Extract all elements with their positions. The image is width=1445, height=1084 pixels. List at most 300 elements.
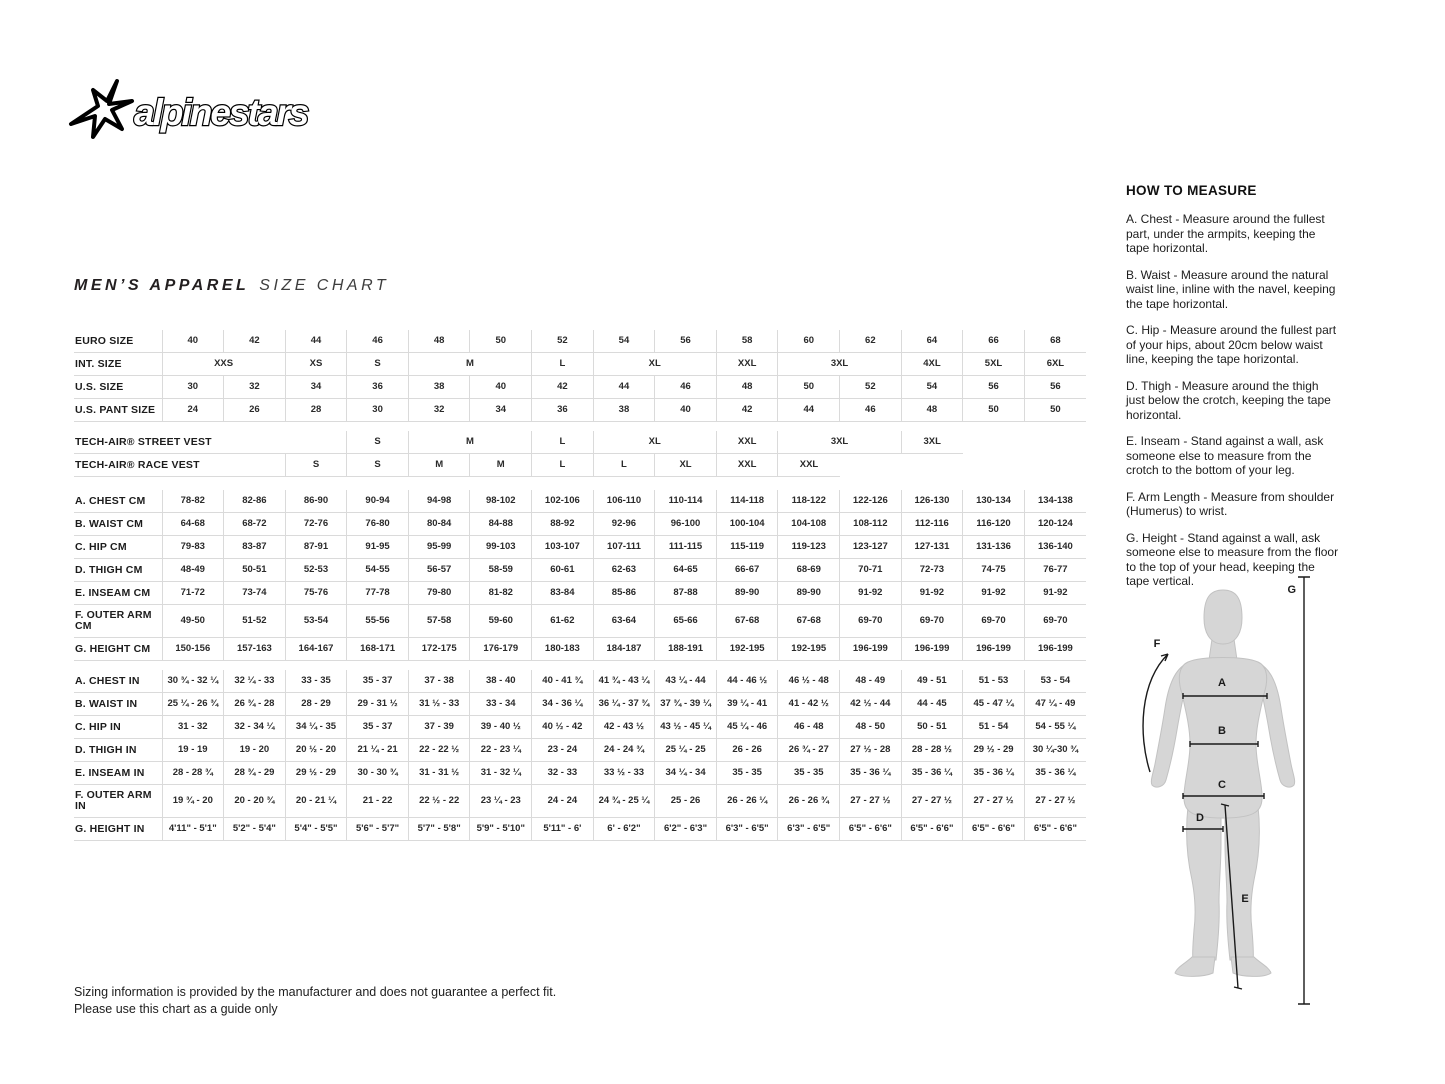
size-cell: 192-195 [716, 638, 778, 661]
size-cell: 20 ½ - 20 [285, 739, 347, 762]
size-cell: 87-88 [655, 582, 717, 605]
label-arm: F [1153, 638, 1161, 650]
table-row [74, 785, 1086, 818]
size-cell: 79-80 [408, 582, 470, 605]
size-table-tech_air [74, 431, 1086, 477]
size-cell: 5XL [963, 353, 1025, 376]
size-cell: XXL [778, 454, 840, 477]
size-cell: 40 - 41 ¾ [532, 670, 594, 693]
size-cell: 58-59 [470, 559, 532, 582]
size-cell: 6'5" - 6'6" [901, 818, 963, 841]
size-cell: 5'6" - 5'7" [347, 818, 409, 841]
size-cell: 6'5" - 6'6" [963, 818, 1025, 841]
label-chest: A [1218, 677, 1226, 689]
size-cell: 5'11" - 6' [532, 818, 594, 841]
size-cell: 83-84 [532, 582, 594, 605]
size-cell: 89-90 [778, 582, 840, 605]
size-cell: 58 [716, 330, 778, 353]
size-cell: XL [655, 454, 717, 477]
size-cell: 134-138 [1024, 490, 1086, 513]
size-cell: 33 - 34 [470, 693, 532, 716]
body-figure [1130, 566, 1445, 1036]
size-cell: 31 - 31 ½ [408, 762, 470, 785]
size-cell: 73-74 [224, 582, 286, 605]
size-cell: 52-53 [285, 559, 347, 582]
size-cell: 42 ½ - 44 [840, 693, 902, 716]
size-cell: 56 [1024, 376, 1086, 399]
page-title [74, 277, 389, 295]
size-cell: 49 - 51 [901, 670, 963, 693]
size-cell: 36 [532, 399, 594, 422]
size-cell: 50 [778, 376, 840, 399]
table-row [74, 330, 1086, 353]
size-cell: 96-100 [655, 513, 717, 536]
size-cell: 118-122 [778, 490, 840, 513]
size-cell: 24 - 24 [532, 785, 594, 818]
size-cell: 64-65 [655, 559, 717, 582]
size-cell: 31 - 32 ¼ [470, 762, 532, 785]
size-cell: 24 [162, 399, 224, 422]
size-cell: 6' - 6'2" [593, 818, 655, 841]
row-label: F. OUTER ARM CM [74, 605, 162, 638]
row-label: B. WAIST CM [74, 513, 162, 536]
row-label: D. THIGH CM [74, 559, 162, 582]
size-cell: 42 [716, 399, 778, 422]
size-cell: 44 - 45 [901, 693, 963, 716]
size-cell: 46 [840, 399, 902, 422]
size-cell: 43 ¼ - 44 [655, 670, 717, 693]
size-cell: 38 - 40 [470, 670, 532, 693]
size-cell: 50 [963, 399, 1025, 422]
size-cell: 37 - 38 [408, 670, 470, 693]
size-cell: 20 - 20 ¾ [224, 785, 286, 818]
size-cell: 86-90 [285, 490, 347, 513]
size-cell: 69-70 [963, 605, 1025, 638]
size-cell: 3XL [778, 431, 901, 454]
size-cell: L [532, 454, 594, 477]
table-row [74, 693, 1086, 716]
size-cell: 41 ¾ - 43 ¼ [593, 670, 655, 693]
table-row [74, 670, 1086, 693]
table-row [74, 582, 1086, 605]
size-cell: 57-58 [408, 605, 470, 638]
row-label: A. CHEST IN [74, 670, 162, 693]
size-cell: 46 [347, 330, 409, 353]
row-label: U.S. PANT SIZE [74, 399, 162, 422]
size-cell: 19 ¾ - 20 [162, 785, 224, 818]
size-cell: 51 - 53 [963, 670, 1025, 693]
row-label: E. INSEAM IN [74, 762, 162, 785]
size-cell: 83-87 [224, 536, 286, 559]
table-row [74, 605, 1086, 638]
size-cell: 123-127 [840, 536, 902, 559]
size-cell: 36 [347, 376, 409, 399]
size-cell: 127-131 [901, 536, 963, 559]
size-cell: M [408, 353, 531, 376]
size-cell: 33 ½ - 33 [593, 762, 655, 785]
row-label: E. INSEAM CM [74, 582, 162, 605]
size-cell: 29 ½ - 29 [285, 762, 347, 785]
size-table-in [74, 670, 1086, 841]
size-cell: 23 - 24 [532, 739, 594, 762]
row-label: B. WAIST IN [74, 693, 162, 716]
alpinestars-logo-text: alpinestars [134, 92, 308, 133]
size-cell: 26 ¾ - 28 [224, 693, 286, 716]
size-cell: 46 [655, 376, 717, 399]
body-figure-graphic [1130, 566, 1445, 1031]
disclaimer [74, 984, 556, 1018]
size-cell: 53 - 54 [1024, 670, 1086, 693]
size-cell: 25 ¼ - 25 [655, 739, 717, 762]
table-row [74, 762, 1086, 785]
size-cell: S [347, 353, 409, 376]
size-cell: 91-92 [963, 582, 1025, 605]
size-cell: 28 [285, 399, 347, 422]
size-cell: XXS [162, 353, 285, 376]
size-cell: 116-120 [963, 513, 1025, 536]
size-cell: 46 - 48 [778, 716, 840, 739]
row-label: C. HIP IN [74, 716, 162, 739]
size-cell: 110-114 [655, 490, 717, 513]
size-cell: 99-103 [470, 536, 532, 559]
measure-instruction: E. Inseam - Stand against a wall, ask someone else to measure from the crotch to the bottom of your leg. [1126, 434, 1324, 477]
size-cell: 31 - 32 [162, 716, 224, 739]
size-cell: 50 [1024, 399, 1086, 422]
size-cell: 70-71 [840, 559, 902, 582]
size-cell: 34 ¼ - 35 [285, 716, 347, 739]
size-cell: 44 [593, 376, 655, 399]
size-cell: 25 ¼ - 26 ¾ [162, 693, 224, 716]
label-height: G [1287, 584, 1296, 596]
size-cell: 52 [532, 330, 594, 353]
size-cell: 176-179 [470, 638, 532, 661]
size-cell: 88-92 [532, 513, 594, 536]
size-cell: 61-62 [532, 605, 594, 638]
measure-instruction: C. Hip - Measure around the fullest part of your hips, about 20cm below waist line, keeping the tape horizontal. [1126, 323, 1337, 366]
row-label: U.S. SIZE [74, 376, 162, 399]
size-cell: 150-156 [162, 638, 224, 661]
row-label: TECH-AIR® RACE VEST [74, 454, 285, 477]
how-to-measure-items [1126, 212, 1340, 589]
size-cell: 112-116 [901, 513, 963, 536]
size-cell: 196-199 [901, 638, 963, 661]
size-cell: 35 - 36 ¼ [1024, 762, 1086, 785]
size-cell: 115-119 [716, 536, 778, 559]
size-cell: 44 [778, 399, 840, 422]
size-cell: 104-108 [778, 513, 840, 536]
size-cell: 78-82 [162, 490, 224, 513]
size-cell: 48 [901, 399, 963, 422]
size-cell: 68-69 [778, 559, 840, 582]
size-cell: 68-72 [224, 513, 286, 536]
how-to-measure-heading: HOW TO MEASURE [1126, 183, 1257, 198]
size-cell: 64 [901, 330, 963, 353]
size-cell: 43 ½ - 45 ¼ [655, 716, 717, 739]
size-cell: 22 - 23 ¼ [470, 739, 532, 762]
size-cell: 29 - 31 ½ [347, 693, 409, 716]
size-cell: 26 ¾ - 27 [778, 739, 840, 762]
size-cell: 5'7" - 5'8" [408, 818, 470, 841]
alpinestars-logo-graphic [68, 78, 328, 148]
size-cell: 69-70 [840, 605, 902, 638]
size-cell: 5'2" - 5'4" [224, 818, 286, 841]
table-row [74, 559, 1086, 582]
size-cell: 26 - 26 ¼ [716, 785, 778, 818]
size-cell: 52 [840, 376, 902, 399]
size-cell: 81-82 [470, 582, 532, 605]
size-cell: 48 - 50 [840, 716, 902, 739]
size-cell: 136-140 [1024, 536, 1086, 559]
size-cell: XS [285, 353, 347, 376]
size-cell: 87-91 [285, 536, 347, 559]
size-cell: 32 [408, 399, 470, 422]
size-cell: 56 [655, 330, 717, 353]
size-cell: 188-191 [655, 638, 717, 661]
size-cell: 28 - 28 ½ [901, 739, 963, 762]
size-cell: 64-68 [162, 513, 224, 536]
size-cell: 168-171 [347, 638, 409, 661]
size-cell: 67-68 [778, 605, 840, 638]
size-cell: 53-54 [285, 605, 347, 638]
size-cell: 77-78 [347, 582, 409, 605]
size-cell: 68 [1024, 330, 1086, 353]
size-cell: 34 - 36 ¼ [532, 693, 594, 716]
size-cell: 34 ¼ - 34 [655, 762, 717, 785]
size-cell: 51-52 [224, 605, 286, 638]
table-row [74, 454, 1086, 477]
label-inseam: E [1241, 893, 1249, 905]
size-cell: L [532, 353, 594, 376]
size-cell: 32 - 33 [532, 762, 594, 785]
table-row [74, 376, 1086, 399]
measure-instruction: G. Height - Stand against a wall, ask someone else to measure from the floor to the top of your head, keeping the tape vertical. [1126, 530, 1339, 588]
size-cell: 120-124 [1024, 513, 1086, 536]
size-cell: 98-102 [470, 490, 532, 513]
size-cell: 22 - 22 ½ [408, 739, 470, 762]
size-cell: 27 - 27 ½ [1024, 785, 1086, 818]
size-cell: 50 - 51 [901, 716, 963, 739]
size-cell: 72-73 [901, 559, 963, 582]
size-cell: 27 - 27 ½ [840, 785, 902, 818]
row-label: G. HEIGHT CM [74, 638, 162, 661]
size-cell: 66-67 [716, 559, 778, 582]
size-cell: 42 [224, 330, 286, 353]
size-cell: 6'3" - 6'5" [716, 818, 778, 841]
row-label: G. HEIGHT IN [74, 818, 162, 841]
alpinestars-logo [68, 78, 328, 153]
size-cell: XXL [716, 454, 778, 477]
size-cell: 19 - 19 [162, 739, 224, 762]
size-cell: 90-94 [347, 490, 409, 513]
row-label: F. OUTER ARM IN [74, 785, 162, 818]
size-cell: 19 - 20 [224, 739, 286, 762]
size-cell: 20 - 21 ¼ [285, 785, 347, 818]
size-cell: 40 [162, 330, 224, 353]
size-cell: 196-199 [963, 638, 1025, 661]
size-cell: 55-56 [347, 605, 409, 638]
size-cell: 65-66 [655, 605, 717, 638]
size-cell [840, 454, 1086, 477]
table-row [74, 739, 1086, 762]
size-cell: 6'5" - 6'6" [1024, 818, 1086, 841]
table-row [74, 716, 1086, 739]
measure-instruction: B. Waist - Measure around the natural waist line, inline with the navel, keeping the tape horizontal. [1126, 267, 1336, 311]
measure-instruction: F. Arm Length - Measure from shoulder (Humerus) to wrist. [1126, 489, 1335, 518]
size-cell: 48 [716, 376, 778, 399]
size-cell: 66 [963, 330, 1025, 353]
size-cell: 4XL [901, 353, 963, 376]
size-cell: 40 [655, 399, 717, 422]
size-cell [963, 431, 1086, 454]
size-cell: XXL [716, 353, 778, 376]
size-cell: 6XL [1024, 353, 1086, 376]
size-cell: 6'5" - 6'6" [840, 818, 902, 841]
size-cell: 3XL [901, 431, 963, 454]
size-cell: 60-61 [532, 559, 594, 582]
row-label: INT. SIZE [74, 353, 162, 376]
table-row [74, 353, 1086, 376]
size-cell: 62-63 [593, 559, 655, 582]
size-cell: 40 [470, 376, 532, 399]
size-cell: 106-110 [593, 490, 655, 513]
title-main: MEN’S APPAREL [74, 277, 250, 294]
size-cell: 6'3" - 6'5" [778, 818, 840, 841]
row-label: TECH-AIR® STREET VEST [74, 431, 347, 454]
size-cell: 3XL [778, 353, 901, 376]
size-cell: L [532, 431, 594, 454]
size-cell: 44 [285, 330, 347, 353]
size-cell: 107-111 [593, 536, 655, 559]
table-row [74, 638, 1086, 661]
size-cell: 75-76 [285, 582, 347, 605]
size-cell: 27 - 27 ½ [963, 785, 1025, 818]
size-cell: 32 - 34 ¼ [224, 716, 286, 739]
size-cell: L [593, 454, 655, 477]
size-cell: 22 ½ - 22 [408, 785, 470, 818]
size-cell: 35 - 37 [347, 670, 409, 693]
size-cell: 44 - 46 ½ [716, 670, 778, 693]
size-cell: 50-51 [224, 559, 286, 582]
size-cell: 164-167 [285, 638, 347, 661]
size-cell: 48-49 [162, 559, 224, 582]
size-cell: 26 [224, 399, 286, 422]
size-cell: 84-88 [470, 513, 532, 536]
table-row [74, 818, 1086, 841]
size-table-sizes [74, 330, 1086, 422]
size-cell: 42 [532, 376, 594, 399]
size-cell: 21 - 22 [347, 785, 409, 818]
size-cell: 76-77 [1024, 559, 1086, 582]
size-cell: 39 ¼ - 41 [716, 693, 778, 716]
size-cell: 119-123 [778, 536, 840, 559]
size-table-cm [74, 490, 1086, 661]
title-sub: SIZE CHART [259, 277, 390, 294]
size-cell: 172-175 [408, 638, 470, 661]
size-cell: 56-57 [408, 559, 470, 582]
size-cell: 35 - 37 [347, 716, 409, 739]
size-cell: 192-195 [778, 638, 840, 661]
size-cell: 91-95 [347, 536, 409, 559]
size-cell: 24 ¾ - 25 ¼ [593, 785, 655, 818]
size-cell: 76-80 [347, 513, 409, 536]
row-label: EURO SIZE [74, 330, 162, 353]
size-cell: 26 - 26 [716, 739, 778, 762]
size-cell: 72-76 [285, 513, 347, 536]
table-row [74, 490, 1086, 513]
size-cell: 122-126 [840, 490, 902, 513]
how-to-measure [1126, 183, 1340, 601]
size-cell: 37 - 39 [408, 716, 470, 739]
size-cell: 34 [470, 399, 532, 422]
size-cell: 29 ½ - 29 [963, 739, 1025, 762]
size-cell: 100-104 [716, 513, 778, 536]
size-cell: 32 ¼ - 33 [224, 670, 286, 693]
size-cell: M [470, 454, 532, 477]
size-cell: 94-98 [408, 490, 470, 513]
size-cell: 28 ¾ - 29 [224, 762, 286, 785]
size-cell: 23 ¼ - 23 [470, 785, 532, 818]
label-thigh: D [1196, 812, 1204, 824]
size-cell: 39 - 40 ½ [470, 716, 532, 739]
size-cell: 28 - 29 [285, 693, 347, 716]
size-cell: M [408, 431, 531, 454]
size-cell: 54-55 [347, 559, 409, 582]
size-cell: 103-107 [532, 536, 594, 559]
size-cell: 34 [285, 376, 347, 399]
size-cell: S [347, 454, 409, 477]
size-cell: 21 ¼ - 21 [347, 739, 409, 762]
size-cell: 91-92 [901, 582, 963, 605]
measure-instruction: D. Thigh - Measure around the thigh just below the crotch, keeping the tape horizontal. [1126, 378, 1331, 422]
size-cell: 40 ½ - 42 [532, 716, 594, 739]
size-cell: 30 - 30 ¾ [347, 762, 409, 785]
size-cell: 91-92 [1024, 582, 1086, 605]
size-cell: 180-183 [532, 638, 594, 661]
size-cell: 26 - 26 ¾ [778, 785, 840, 818]
size-cell: 196-199 [1024, 638, 1086, 661]
size-cell: 6'2" - 6'3" [655, 818, 717, 841]
size-cell: 60 [778, 330, 840, 353]
size-cell: 31 ½ - 33 [408, 693, 470, 716]
size-cell: 54 - 55 ¼ [1024, 716, 1086, 739]
label-hip: C [1218, 779, 1226, 791]
disclaimer-line-2: Please use this chart as a guide only [74, 1002, 278, 1016]
size-cell: 45 ¼ - 46 [716, 716, 778, 739]
size-cell: 33 - 35 [285, 670, 347, 693]
size-cell: 54 [593, 330, 655, 353]
size-cell: 126-130 [901, 490, 963, 513]
size-cell: 30 [347, 399, 409, 422]
size-cell: 5'4" - 5'5" [285, 818, 347, 841]
size-cell: 35 - 35 [778, 762, 840, 785]
size-cell: 25 - 26 [655, 785, 717, 818]
size-cell: 102-106 [532, 490, 594, 513]
measure-instruction: A. Chest - Measure around the fullest part, under the armpits, keeping the tape horizontal. [1126, 212, 1325, 255]
size-cell: 49-50 [162, 605, 224, 638]
row-label: D. THIGH IN [74, 739, 162, 762]
size-cell: XL [593, 353, 716, 376]
size-cell: S [347, 431, 409, 454]
table-row [74, 513, 1086, 536]
size-cell: 30 [162, 376, 224, 399]
row-label: A. CHEST CM [74, 490, 162, 513]
size-cell: M [408, 454, 470, 477]
size-cell: 38 [593, 399, 655, 422]
label-waist: B [1218, 725, 1226, 737]
size-cell: 5'9" - 5'10" [470, 818, 532, 841]
size-cell: 30 ¾ - 32 ¼ [162, 670, 224, 693]
size-cell: 32 [224, 376, 286, 399]
